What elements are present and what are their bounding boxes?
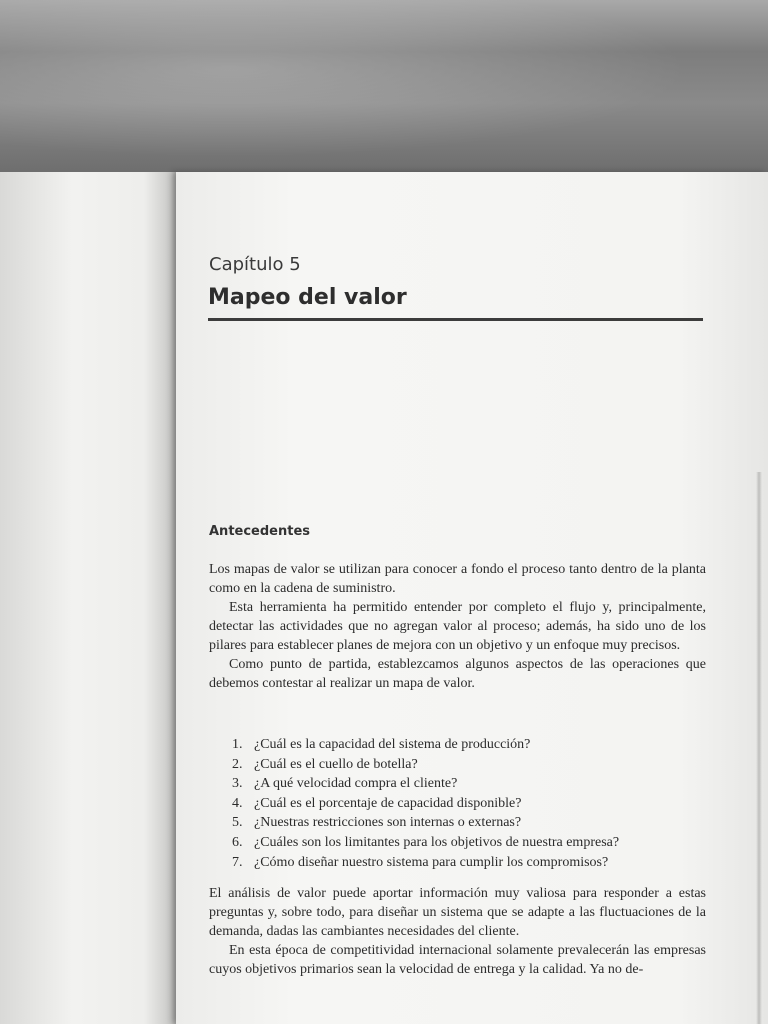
list-text: ¿Cuál es la capacidad del sistema de producción? <box>254 737 531 752</box>
list-text: ¿Cómo diseñar nuestro sistema para cumplir los compromisos? <box>254 854 609 870</box>
list-number: 2. <box>232 756 243 772</box>
list-number: 1. <box>232 737 243 752</box>
chapter-title: Mapeo del valor <box>208 285 407 310</box>
page-crease <box>756 472 762 1024</box>
closing-text <box>209 884 706 979</box>
list-text: ¿Cuáles son los limitantes para los objetivos de nuestra empresa? <box>254 834 620 850</box>
list-number: 6. <box>232 834 243 850</box>
list-item <box>232 833 619 853</box>
paragraph: Esta herramienta ha permitido entender por completo el flujo y, principalmente, detectar las actividades que no agregan valor al proceso; además, ha sido uno de los pilares para establecer planes de mejora con un objetivo y un enfoque muy precisos. <box>209 600 706 653</box>
question-list <box>232 735 619 872</box>
book-gutter <box>0 172 180 1024</box>
scanner-shadow <box>0 0 768 172</box>
paragraph: Los mapas de valor se utilizan para conocer a fondo el proceso tanto dentro de la planta como en la cadena de suministro. <box>209 562 706 596</box>
list-text: ¿Nuestras restricciones son internas o externas? <box>254 815 522 831</box>
paragraph: El análisis de valor puede aportar información muy valiosa para responder a estas preguntas y, sobre todo, para diseñar un sistema que se adapte a las fluctuaciones de la demanda, dadas las cambiantes necesidades del cliente. <box>209 886 706 939</box>
list-item <box>232 755 619 775</box>
list-text: ¿Cuál es el porcentaje de capacidad disponible? <box>254 795 522 811</box>
list-number: 4. <box>232 795 243 811</box>
chapter-label: Capítulo 5 <box>209 254 301 275</box>
list-text: ¿Cuál es el cuello de botella? <box>254 756 418 772</box>
list-number: 3. <box>232 776 243 792</box>
book-page <box>176 172 768 1024</box>
list-number: 7. <box>232 854 243 870</box>
list-item <box>232 853 619 873</box>
list-item <box>232 794 619 814</box>
paragraph: En esta época de competitividad internacional solamente prevalecerán las empresas cuyos objetivos primarios sean la velocidad de entrega y la calidad. Ya no de- <box>209 943 706 977</box>
title-divider <box>208 318 703 321</box>
list-text: ¿A qué velocidad compra el cliente? <box>254 776 458 792</box>
list-number: 5. <box>232 815 243 831</box>
list-item <box>232 813 619 833</box>
section-heading: Antecedentes <box>209 524 311 539</box>
paragraph: Como punto de partida, establezcamos algunos aspectos de las operaciones que debemos contestar al realizar un mapa de valor. <box>209 657 706 691</box>
list-item <box>232 735 619 755</box>
list-item <box>232 774 619 794</box>
intro-text <box>209 560 706 693</box>
